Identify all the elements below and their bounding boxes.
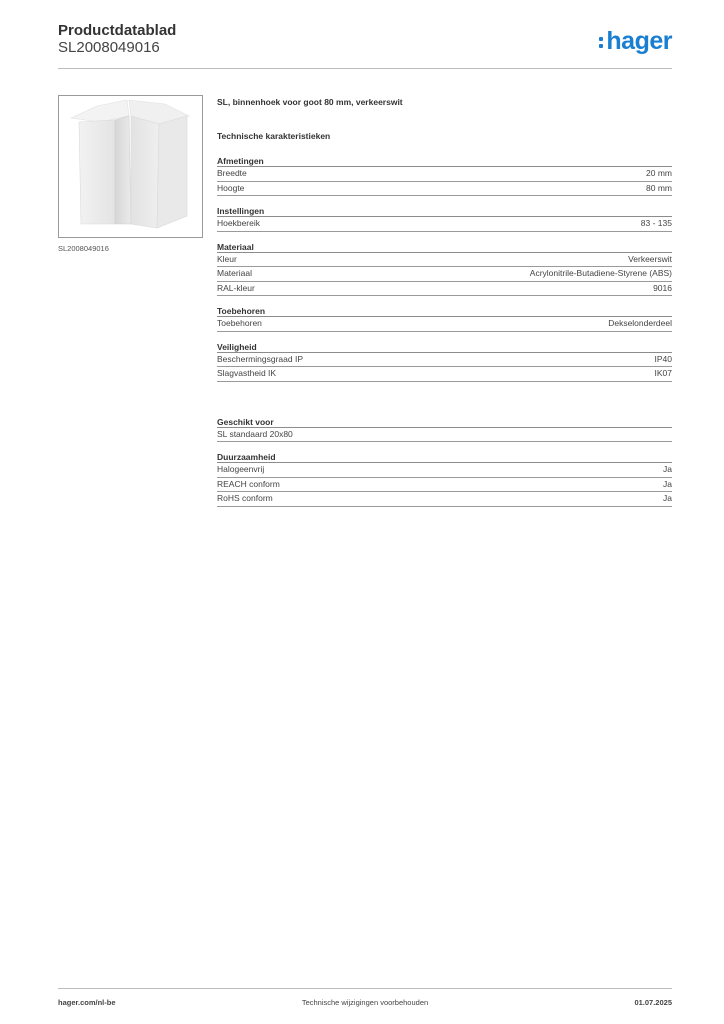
section-title: Afmetingen	[217, 156, 672, 167]
header-divider	[58, 68, 672, 69]
inner-corner-illustration	[59, 96, 202, 237]
spec-label: RAL-kleur	[217, 282, 255, 293]
footer-website-link[interactable]: hager.com/nl-be	[58, 998, 116, 1007]
spec-value: 9016	[653, 282, 672, 293]
spec-label: Slagvastheid IK	[217, 368, 277, 378]
section-veiligheid	[217, 342, 672, 382]
spec-label: Hoogte	[217, 182, 245, 193]
page-header	[58, 22, 672, 70]
spec-value: Verkeerswit	[628, 253, 672, 264]
spec-row	[217, 167, 672, 182]
hager-logo	[599, 27, 672, 56]
spec-value: IK07	[654, 368, 672, 378]
spec-value: 83 - 135	[640, 218, 672, 228]
spec-label: REACH conform	[217, 478, 280, 489]
spec-row	[217, 463, 672, 478]
product-description: SL, binnenhoek voor goot 80 mm, verkeerswit	[217, 97, 403, 107]
spec-label: Toebehoren	[217, 318, 262, 328]
spec-label: Hoekbereik	[217, 218, 260, 228]
spec-row	[217, 367, 672, 382]
spec-value: Ja	[663, 464, 672, 474]
spec-value: IP40	[654, 353, 672, 364]
section-afmetingen	[217, 156, 672, 196]
spec-label: Beschermingsgraad IP	[217, 353, 303, 364]
spec-row	[217, 182, 672, 197]
product-code: SL2008049016	[58, 39, 160, 56]
section-materiaal	[217, 242, 672, 297]
section-toebehoren	[217, 306, 672, 332]
spec-row	[217, 478, 672, 493]
product-image	[58, 95, 203, 238]
spec-row	[217, 253, 672, 268]
document-title: Productdatablad	[58, 22, 177, 39]
spec-value: 20 mm	[646, 168, 672, 178]
spec-label: Materiaal	[217, 268, 252, 278]
logo-text: hager	[606, 27, 672, 55]
spec-label: Halogeenvrij	[217, 464, 265, 474]
spec-row	[217, 428, 672, 443]
section-title: Duurzaamheid	[217, 452, 672, 463]
spec-row	[217, 217, 672, 232]
section-geschikt-voor	[217, 417, 672, 443]
section-instellingen	[217, 206, 672, 232]
section-title: Toebehoren	[217, 306, 672, 317]
spec-label: RoHS conform	[217, 493, 273, 503]
spec-label: Kleur	[217, 253, 237, 264]
spec-value: 80 mm	[646, 182, 672, 193]
section-title: Geschikt voor	[217, 417, 672, 428]
spec-row	[217, 353, 672, 368]
footer-date: 01.07.2025	[634, 998, 672, 1007]
footer-divider	[58, 988, 672, 989]
section-duurzaamheid	[217, 452, 672, 507]
spec-label: SL standaard 20x80	[217, 428, 293, 439]
spec-row	[217, 317, 672, 332]
technical-characteristics-title: Technische karakteristieken	[217, 131, 331, 141]
section-title: Instellingen	[217, 206, 672, 217]
spec-value: Dekselonderdeel	[608, 318, 672, 328]
spec-row	[217, 267, 672, 282]
logo-colon-icon	[599, 31, 605, 51]
image-caption: SL2008049016	[58, 244, 109, 253]
footer-notice: Technische wijzigingen voorbehouden	[301, 998, 429, 1007]
spec-value: Ja	[663, 493, 672, 503]
product-specifications	[217, 96, 672, 507]
spec-row	[217, 492, 672, 507]
spec-row	[217, 282, 672, 297]
section-title: Veiligheid	[217, 342, 672, 353]
spec-value: Ja	[663, 478, 672, 489]
spec-value: Acrylonitrile-Butadiene-Styrene (ABS)	[529, 268, 672, 278]
page-footer	[58, 998, 672, 1010]
spec-label: Breedte	[217, 168, 247, 178]
section-title: Materiaal	[217, 242, 672, 253]
